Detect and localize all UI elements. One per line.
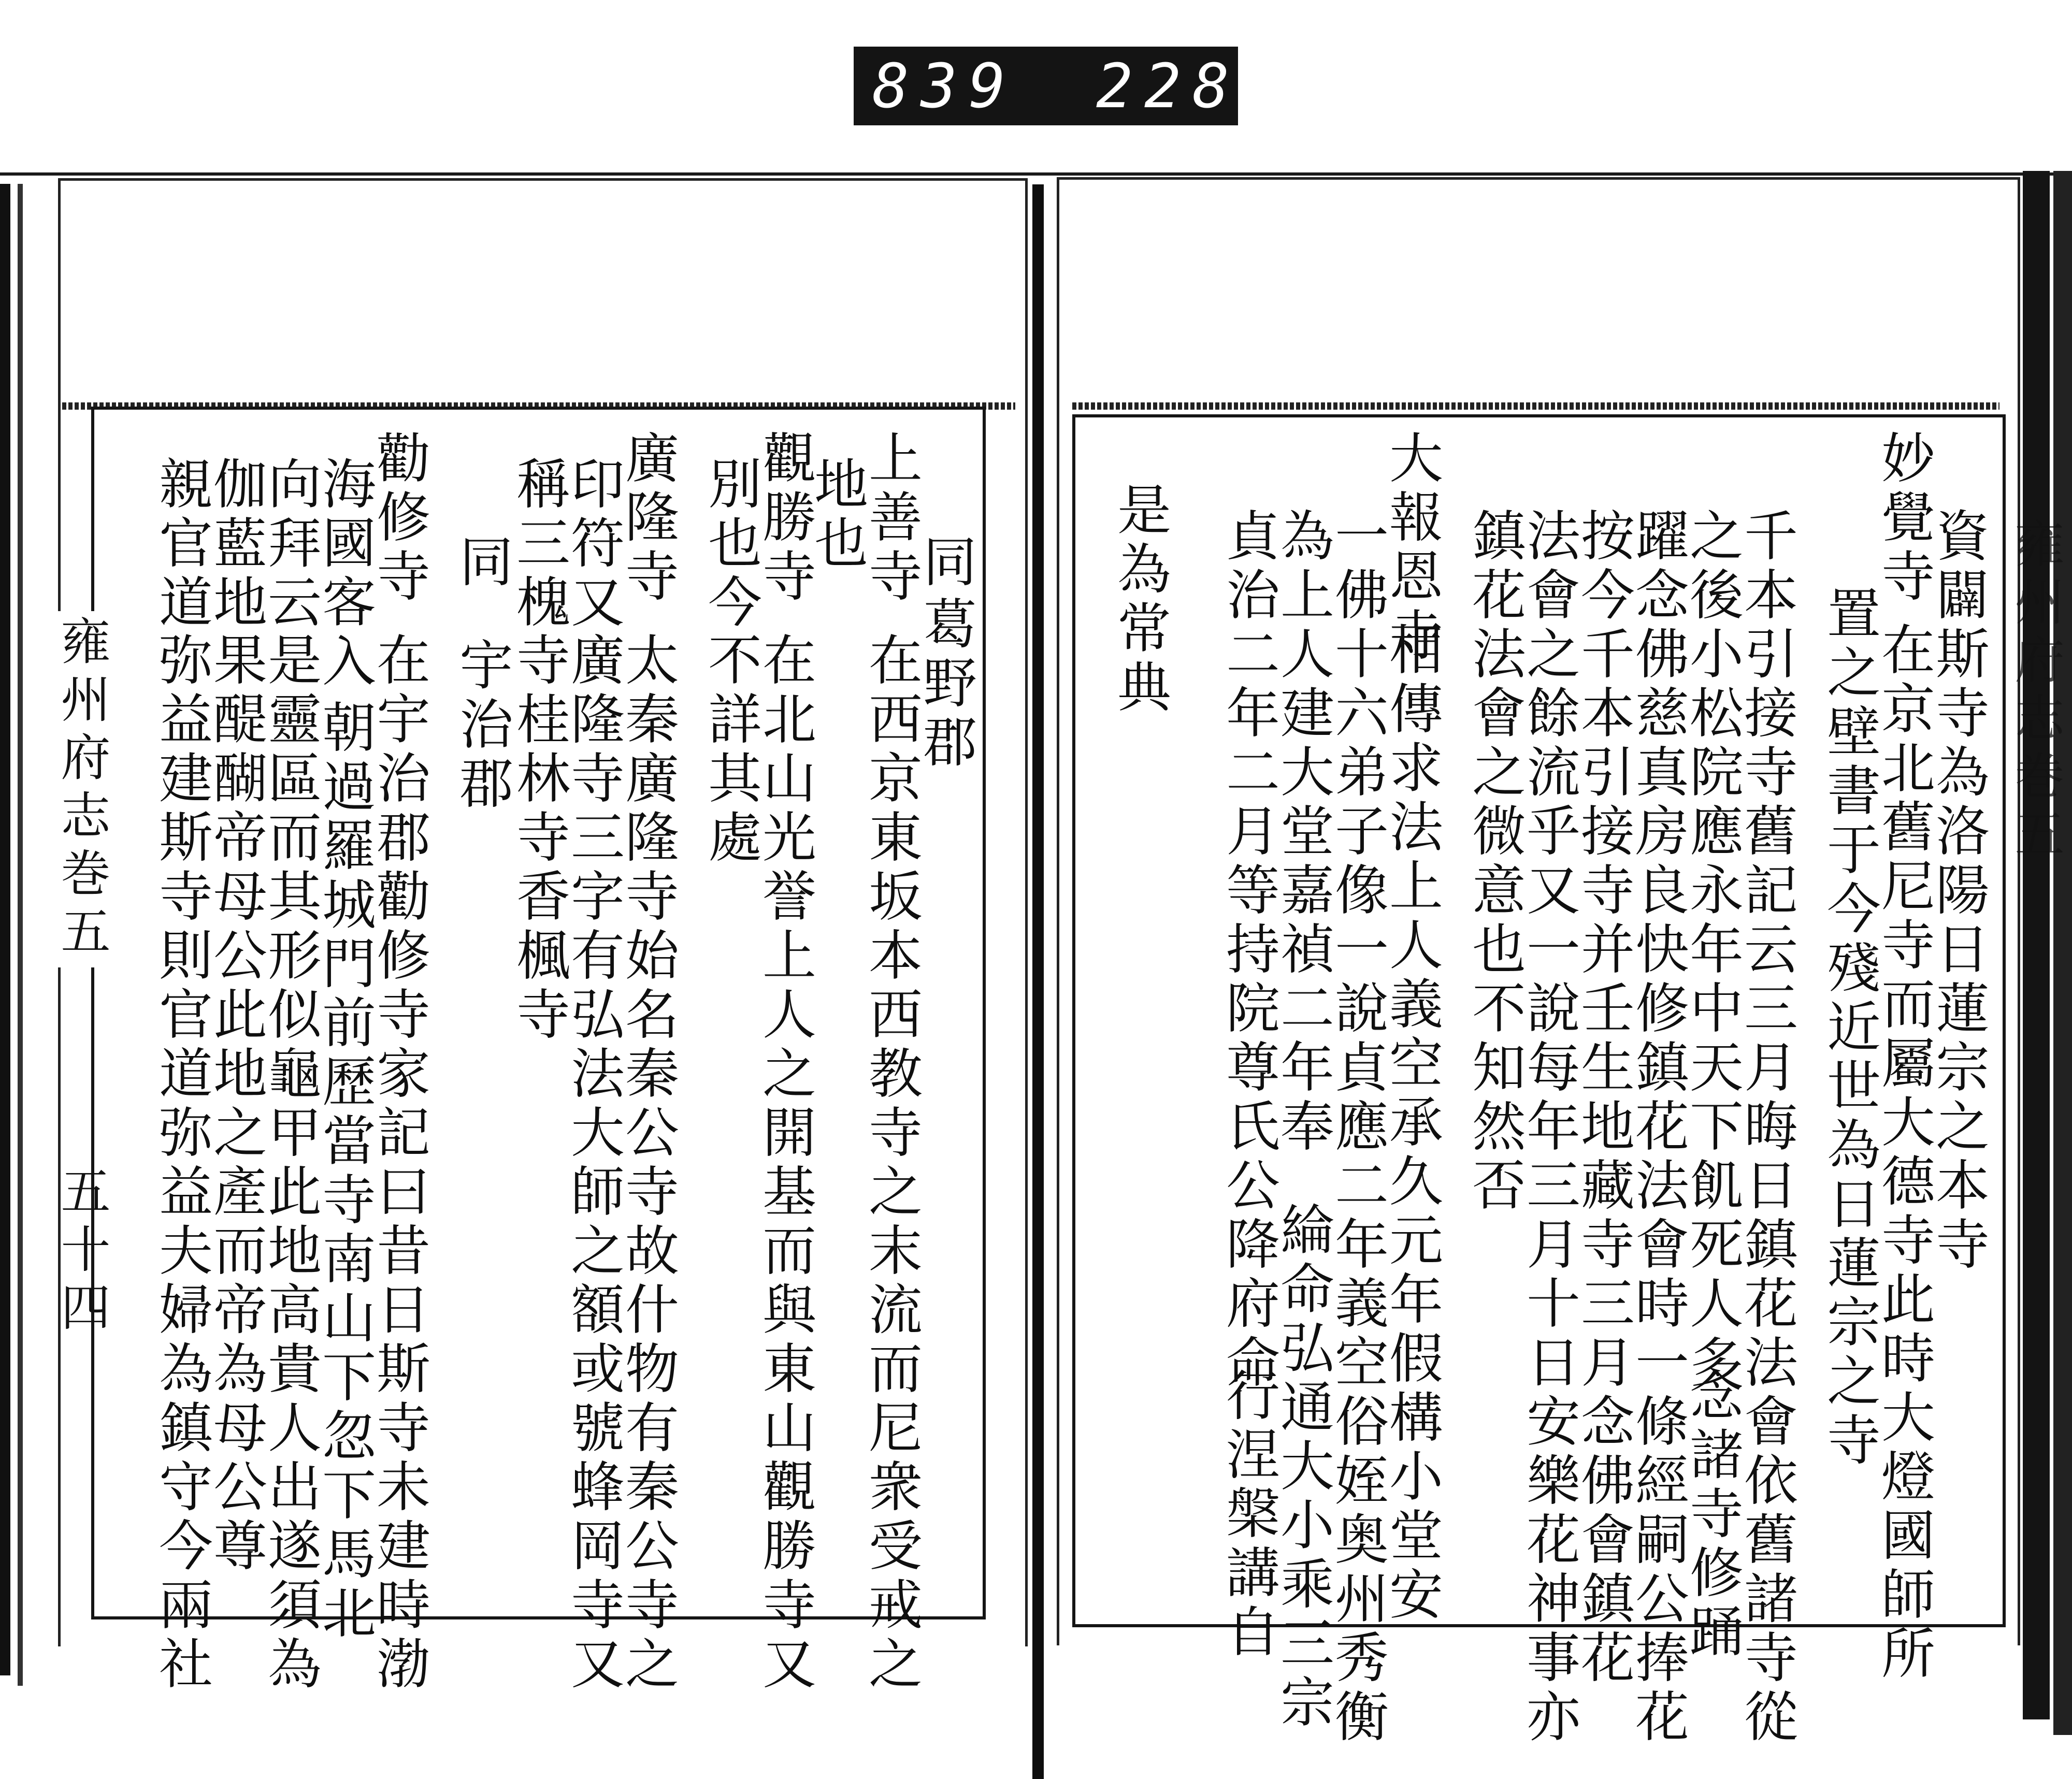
left-col-2b: 在西京東坂本西教寺之末流而尼衆受戒之 [859,632,923,1695]
left-col-9b: 宇治郡 [450,637,513,814]
left-folio-number: 五十四 [53,1165,111,1339]
left-col-6b: 太秦廣隆寺始名秦公寺故什物有秦公寺之 [616,632,679,1695]
left-col-4: 觀勝寺 [753,430,816,607]
right-col-6: 躍念佛慈真房良快修鎮花法會時一條經嗣公捧花 [1626,508,1689,1747]
right-col-12: 為上人建大堂嘉禎二年奉 [1271,508,1334,1157]
left-col-1: 同 [914,533,977,592]
right-col-4b: 舊記云三月晦日鎮花法會依舊諸寺從 [1735,803,1798,1747]
right-col-13: 貞治二年二月等持院尊氏公降府命 [1217,508,1280,1393]
left-col-14b: 弥益建斯寺則官道弥益夫婦為鎮守今兩社 [150,632,213,1695]
left-col-8b: 寺桂林寺香楓寺 [507,632,570,1045]
left-col-7b: 廣隆寺三字有弘法大師之額或號蜂岡寺又 [562,632,625,1695]
left-col-6: 廣隆寺 [616,430,679,607]
left-col-11b: 朝過羅城門前歷當寺南山下忽下馬北 [313,699,376,1644]
scan-top-rule [0,172,2072,176]
right-page-header-edge [1072,402,1999,410]
left-col-13b: 果醍醐帝母公此地之產而帝為母公尊 [204,632,267,1576]
left-book-edge [0,184,10,1675]
left-col-1b: 葛野郡 [914,596,977,773]
right-col-2b: 在京北舊尼寺而屬大德寺此時大燈國師所 [1872,621,1935,1684]
right-col-4: 千本引接寺 [1735,508,1798,803]
right-book-edge-outer [2053,171,2072,1735]
left-col-3: 地也 [805,456,868,574]
left-book-edge-inner [18,184,23,1686]
right-col-1b: 資闢斯寺為洛陽日蓮宗之本寺 [1926,508,1990,1275]
right-col-12b: 綸命弘通大小乘三宗 [1271,1202,1334,1733]
right-col-10: 大報恩寺 [1380,430,1443,666]
left-col-12b: 是靈區而其形似龜甲此地高貴人出遂須為 [258,632,322,1695]
right-col-7: 按今千本引接寺并壬生地藏寺三月念佛會鎮花 [1572,508,1635,1688]
left-col-5b: 不詳其處 [699,632,762,868]
right-col-2: 妙覺寺 [1872,430,1935,607]
catalog-number-right: 228 [1096,50,1241,122]
right-col-14: 是為常典 [1108,482,1171,718]
left-col-14: 親官道 [150,456,213,633]
left-running-title: 雍州府志巻五 [47,611,118,967]
left-col-10b: 在宇治郡勸修寺家記曰昔日斯寺未建時渤 [367,632,430,1695]
right-col-8: 法會之餘流乎又一說每年三月十日安樂花神事亦 [1517,508,1580,1747]
left-col-13: 伽藍地 [204,456,267,633]
left-col-11: 海國客入 [313,456,376,692]
left-col-7: 印符又 [562,456,625,633]
right-book-edge [2023,171,2050,1719]
catalog-number-left: 839 [872,50,1017,122]
book-gutter [1032,184,1044,1779]
right-col-9: 鎮花法會之微意也不知然否 [1463,508,1526,1216]
right-running-title: 雍州府志巻五 [2007,518,2065,866]
left-col-5: 別也今 [699,456,762,633]
right-col-3: 置之壁書于今殘近世為日蓮宗之寺 [1818,585,1881,1471]
right-col-13b: 行涅槃講自 [1217,1367,1280,1662]
left-col-10: 勸修寺 [367,430,430,607]
right-col-5b: 念諸寺修踊 [1680,1367,1744,1662]
right-col-5: 之後小松院應永年中天下飢死人多 [1680,508,1744,1393]
right-col-10b: 相傳求法上人義空承久元年假構小堂安 [1380,621,1443,1625]
left-col-12: 向拜云 [258,456,322,633]
catalog-number-label [854,47,1241,125]
right-col-11: 一佛十六弟子像一說貞應二年義空俗姪奥州秀衡 [1326,508,1389,1747]
left-col-9: 同 [450,533,513,592]
left-col-2: 上善寺 [859,430,923,607]
left-col-4b: 在北山光誉上人之開基而與東山觀勝寺又 [753,632,816,1695]
left-col-8: 稱三槐 [507,456,570,633]
